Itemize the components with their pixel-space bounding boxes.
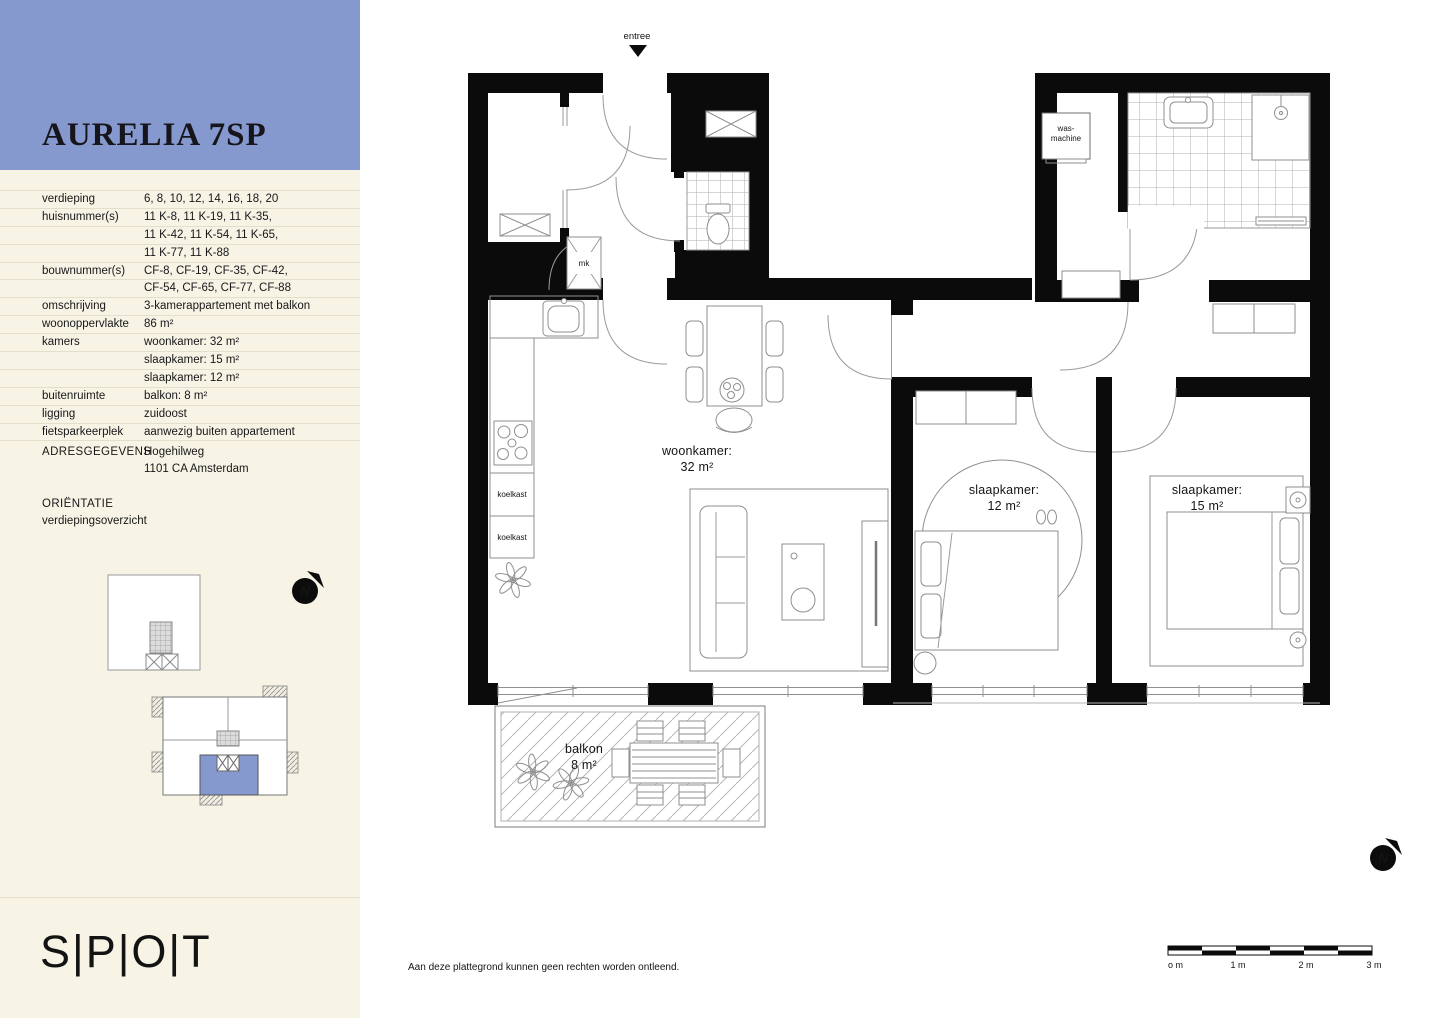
spec-label <box>0 227 144 244</box>
kitchen-sink <box>543 299 584 337</box>
spec-row <box>0 388 360 406</box>
orientation-block <box>42 496 147 530</box>
compass-icon <box>1370 838 1402 871</box>
spec-label: huisnummer(s) <box>42 210 119 223</box>
spec-value: zuidoost <box>144 407 187 420</box>
room-label: balkon <box>564 742 604 756</box>
svg-text:1 m: 1 m <box>1230 960 1246 970</box>
living-room <box>661 444 888 671</box>
spec-row <box>0 352 360 370</box>
spec-row <box>0 370 360 388</box>
spec-value: aanwezig buiten appartement <box>144 425 295 438</box>
coffee-table <box>782 544 824 620</box>
spec-value: 11 K-42, 11 K-54, 11 K-65, <box>144 228 279 241</box>
svg-text:2 m: 2 m <box>1298 960 1314 970</box>
room-label: slaapkamer: <box>1171 483 1243 497</box>
svg-text:o m: o m <box>1168 960 1184 970</box>
fridge-1 <box>490 473 534 516</box>
bedroom-15 <box>1150 476 1310 666</box>
outdoor-table <box>630 743 718 783</box>
svg-text:N: N <box>300 583 310 599</box>
wall-vent <box>1290 632 1306 648</box>
outdoor-chair <box>679 785 705 805</box>
outdoor-chair <box>723 749 740 777</box>
stove <box>494 421 532 465</box>
balcony <box>495 706 765 827</box>
room-area: 8 m² <box>571 758 597 772</box>
entree-marker <box>624 31 651 57</box>
spec-table <box>0 190 360 441</box>
wardrobe-niche <box>706 111 756 137</box>
room-area: 15 m² <box>1190 499 1224 513</box>
plant-icon <box>495 562 532 599</box>
svg-text:koelkast: koelkast <box>497 490 527 499</box>
spec-row <box>0 406 360 424</box>
svg-text:entree: entree <box>623 31 651 42</box>
spec-label: verdieping <box>42 193 96 205</box>
spec-row <box>0 334 360 352</box>
floor-overview-map <box>0 550 360 830</box>
dining-table <box>707 306 762 406</box>
outdoor-chair <box>637 785 663 805</box>
spec-value: CF-54, CF-65, CF-77, CF-88 <box>144 282 291 295</box>
spec-value: 3-kamerappartement met balkon <box>144 300 311 313</box>
spec-row <box>0 209 360 227</box>
spec-value: 6, 8, 10, 12, 14, 16, 18, 20 <box>144 193 279 205</box>
spot-logo: S|P|O|T <box>40 926 212 977</box>
toilet-fixture <box>706 204 730 244</box>
svg-text:N: N <box>1378 850 1388 866</box>
partitions <box>563 107 567 228</box>
sidebar <box>0 0 360 1018</box>
title-banner <box>0 0 360 170</box>
spec-row <box>0 316 360 334</box>
spec-label: omschrijving <box>42 300 106 313</box>
room-label: slaapkamer: <box>968 483 1040 497</box>
outdoor-chair <box>637 721 663 741</box>
spec-value: 11 K-77, 11 K-88 <box>144 246 230 259</box>
spec-label: bouwnummer(s) <box>42 264 126 277</box>
wall-unit <box>1286 487 1310 513</box>
spec-row <box>0 245 360 263</box>
tv-cabinet <box>862 521 888 667</box>
elevator-core <box>150 622 172 653</box>
room-area: 12 m² <box>987 499 1021 513</box>
room-label: woonkamer: <box>661 444 733 458</box>
corridor-cabinet <box>1213 304 1295 333</box>
spec-value: balkon: 8 m² <box>144 389 208 402</box>
spec-value: 11 K-8, 11 K-19, 11 K-35, <box>144 210 272 223</box>
slippers-icon <box>1037 510 1057 524</box>
bedroom-12 <box>914 391 1082 674</box>
svg-text:mk: mk <box>578 259 590 268</box>
spec-label: kamers <box>42 336 80 349</box>
wardrobe <box>916 391 1016 424</box>
bed <box>1167 512 1303 629</box>
orientation-value: verdiepingsoverzicht <box>42 515 147 527</box>
svg-text:machine: machine <box>1050 134 1082 143</box>
spec-row <box>0 191 360 209</box>
compass-icon <box>292 571 324 604</box>
scale-bar <box>1168 946 1382 970</box>
upper-floor-outline <box>108 575 200 670</box>
bathroom-sink <box>1164 97 1213 128</box>
address-street: Hogehilweg <box>144 446 205 458</box>
bed <box>915 531 1058 650</box>
spec-row <box>0 227 360 245</box>
room-area: 32 m² <box>680 460 714 474</box>
dining-chair <box>716 408 752 432</box>
meterkast <box>567 237 601 289</box>
spec-value: 86 m² <box>144 318 174 331</box>
disclaimer-text: Aan deze plattegrond kunnen geen rechten worden ontleend. <box>408 962 680 973</box>
bathroom <box>1128 93 1310 229</box>
outdoor-chair <box>679 721 705 741</box>
spec-row <box>0 263 360 281</box>
spec-label <box>0 370 144 387</box>
spec-row <box>0 298 360 316</box>
sofa <box>700 506 747 658</box>
spec-value: slaapkamer: 15 m² <box>144 354 240 367</box>
fridge-2 <box>490 516 534 558</box>
svg-text:was-: was- <box>1057 124 1075 133</box>
orientation-label: ORIËNTATIE <box>42 498 114 510</box>
floorplan-drawing <box>360 0 1440 1018</box>
spec-row <box>0 280 360 298</box>
footer-divider <box>0 897 360 898</box>
spec-label <box>0 245 144 262</box>
toilet-room <box>687 172 749 250</box>
spec-label: ligging <box>42 407 76 420</box>
spec-label: buitenruimte <box>42 389 106 402</box>
dining-set <box>686 306 783 433</box>
entree-arrow-icon <box>629 45 647 57</box>
svg-text:3 m: 3 m <box>1366 960 1382 970</box>
spec-row <box>0 424 360 442</box>
address-label: ADRESGEGEVENS <box>42 446 152 458</box>
stool <box>914 652 936 674</box>
spec-label: fietsparkeerplek <box>42 425 124 438</box>
outdoor-chair <box>612 749 629 777</box>
page-title: AURELIA 7SP <box>42 117 267 153</box>
closet-shelf <box>1062 271 1120 298</box>
building-overview <box>152 686 298 805</box>
spec-value: slaapkamer: 12 m² <box>144 371 240 384</box>
spec-label <box>0 352 144 369</box>
spec-label: woonoppervlakte <box>42 318 129 331</box>
stair-box <box>146 654 178 670</box>
spec-label <box>0 280 144 297</box>
kitchen <box>490 296 598 598</box>
spec-value: woonkamer: 32 m² <box>144 336 240 349</box>
spec-value: CF-8, CF-19, CF-35, CF-42, <box>144 264 288 277</box>
address-city: 1101 CA Amsterdam <box>144 462 249 475</box>
shower-drain <box>1256 217 1306 225</box>
wardrobe-storage <box>500 214 550 236</box>
address-block <box>0 444 360 478</box>
svg-text:koelkast: koelkast <box>497 533 527 542</box>
tilt-window-line <box>498 688 577 703</box>
